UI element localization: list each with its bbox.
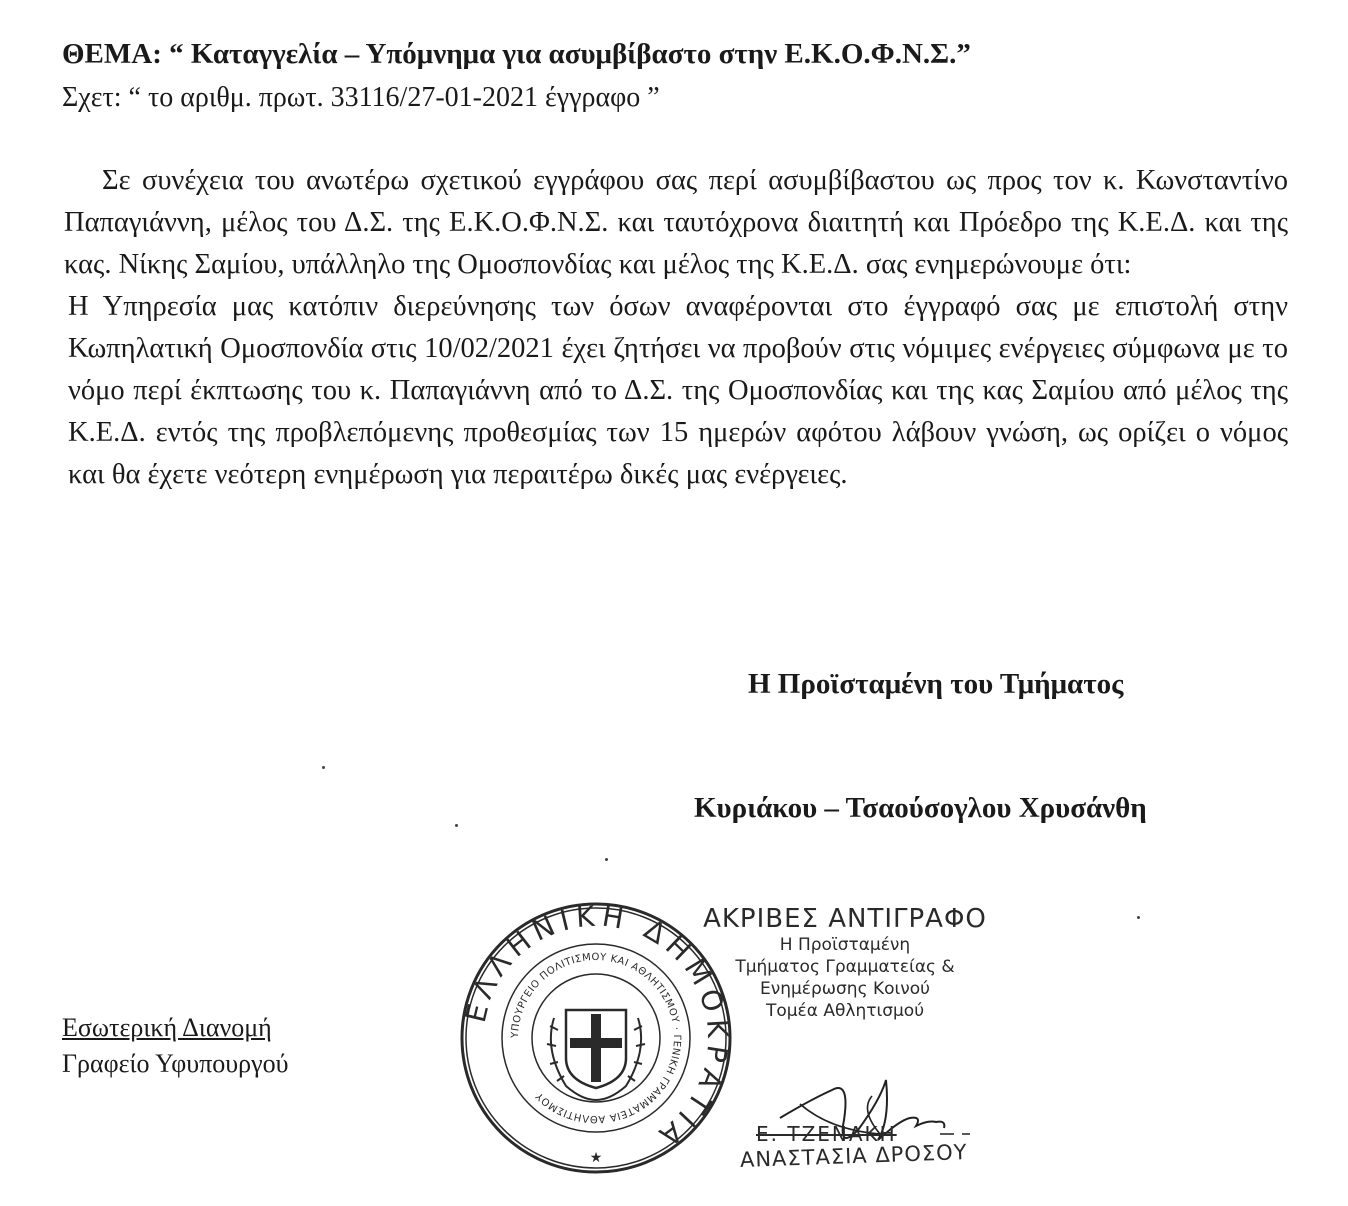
signature-name: Κυριάκου – Τσαούσογλου Χρυσάνθη [694, 792, 1147, 824]
stamp-line: Τομέα Αθλητισμού [765, 1001, 925, 1021]
document-reference: Σχετ: “ το αριθμ. πρωτ. 33116/27-01-2021 έγγραφο ” [62, 82, 660, 113]
stamp-line: Η Προϊσταμένη [779, 935, 911, 955]
document-body [64, 160, 1288, 496]
stamp-line: Ενημέρωσης Κοινού [759, 979, 930, 999]
seal-outer-text: ΕΛΛΗΝΙΚΗ ΔΗΜΟΚΡΑΤΙΑ [458, 900, 734, 1157]
stamp-heading: ΑΚΡΙΒΕΣ ΑΝΤΙΓΡΑΦΟ [703, 904, 987, 934]
distribution-heading: Εσωτερική Διανομή [62, 1013, 272, 1042]
seal-inner-text: ΥΠΟΥΡΓΕΙΟ ΠΟΛΙΤΙΣΜΟΥ ΚΑΙ ΑΘΛΗΤΙΣΜΟΥ · ΓΕΝΙΚΗ ΓΡΑΜΜΑΤΕΙΑ ΑΘΛΗΤΙΣΜΟΥ [509, 951, 683, 1125]
distribution-recipient: Γραφείο Υφυπουργού [62, 1049, 289, 1078]
svg-text:★: ★ [589, 1150, 603, 1166]
document-subject: ΘΕΜΑ: “ Καταγγελία – Υπόμνημα για ασυμβίβαστο στην Ε.Κ.Ο.Φ.Ν.Σ.” [62, 38, 971, 70]
stamp-signer-struck-text: Ε. ΤΖΕΝΑΚΗ [756, 1122, 897, 1146]
scan-speck [322, 766, 325, 769]
scan-speck [605, 858, 608, 861]
stamp-signer: ΑΝΑΣΤΑΣΙΑ ΔΡΟΣΟΥ [739, 1140, 968, 1172]
internal-distribution [62, 1010, 288, 1082]
scan-speck [455, 824, 458, 827]
scan-speck [1137, 916, 1140, 919]
body-paragraph-2: Η Υπηρεσία μας κατόπιν διερεύνησης των όσων αναφέρονται στο έγγραφό σας με επιστολή στην Κωπηλατική Ομοσπονδία στις 10/02/2021 έχει ζητήσει να προβούν στις νόμιμες ενέργειες σύμφωνα με το νόμο περί έκπτωσης του κ. Παπαγιάννη από το Δ.Σ. της Ομοσπονδίας και της κας Σαμίου από μέλος της Κ.Ε.Δ. εντός της προβλεπόμενης προθεσμίας των 15 ημερών αφότου λάβουν γνώση, ως ορίζει ο νόμος και θα έχετε νεότερη ενημέρωση για περαιτέρω δικές μας ενέργειες. [68, 291, 1288, 490]
certified-copy-stamp [690, 904, 1000, 1022]
signature-title: Η Προϊσταμένη του Τμήματος [748, 668, 1124, 700]
body-paragraph-1: Σε συνέχεια του ανωτέρω σχετικού εγγράφου σας περί ασυμβίβαστου ως προς τον κ. Κωνσταντίνο Παπαγιάννη, μέλος του Δ.Σ. της Ε.Κ.Ο.Φ.Ν.Σ. και ταυτόχρονα διαιτητή και Πρόεδρο της Κ.Ε.Δ. και της κας. Νίκης Σαμίου, υπάλληλο της Ομοσπονδίας και μέλος της Κ.Ε.Δ. σας ενημερώνουμε ότι: [64, 165, 1288, 280]
stamp-line: Τμήματος Γραμματείας & [735, 957, 955, 977]
